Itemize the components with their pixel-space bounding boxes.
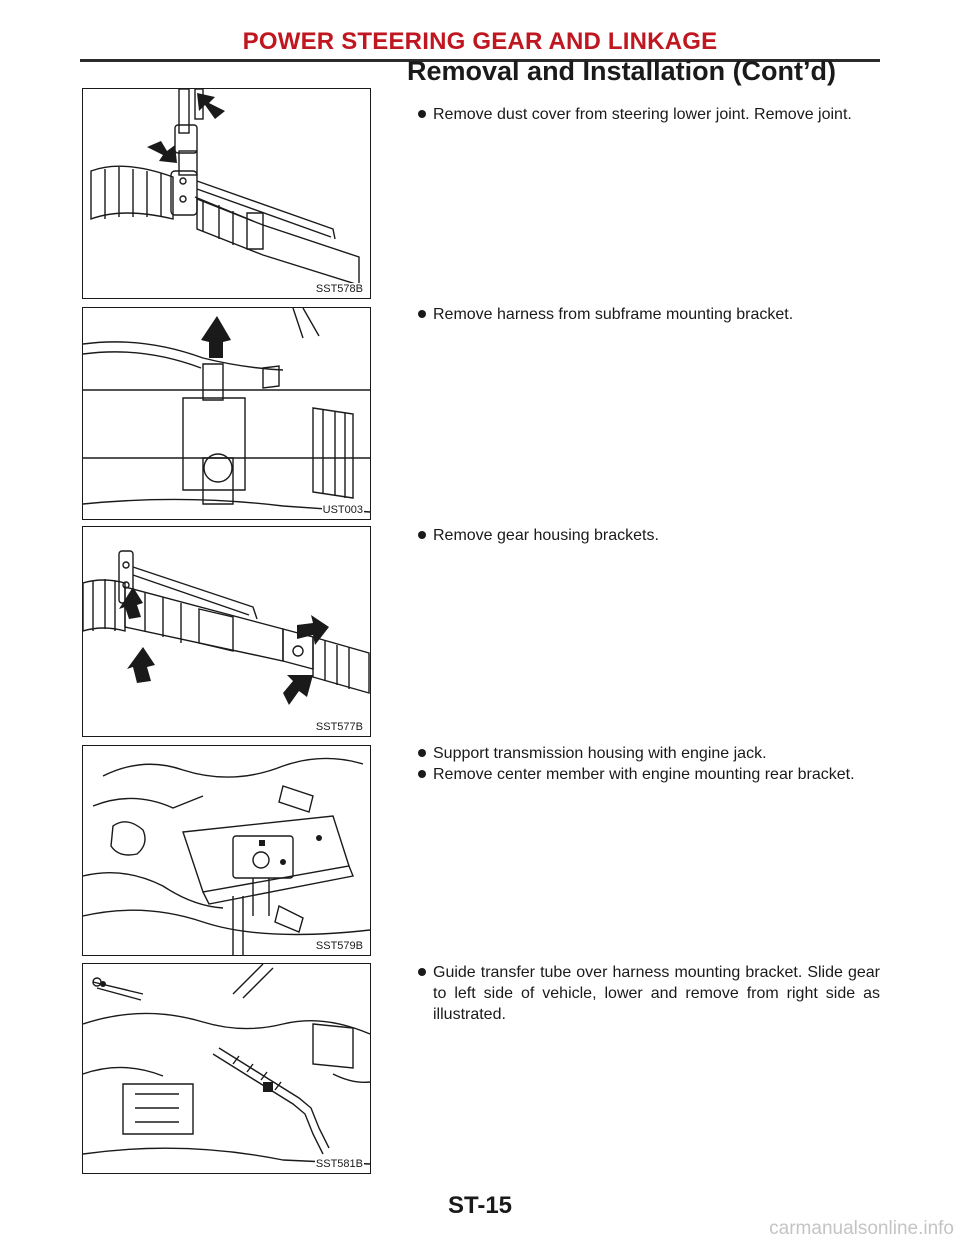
steering-joint-illustration (83, 89, 370, 298)
gear-removal-illustration (83, 964, 370, 1173)
figure-code: SST578B (315, 283, 363, 295)
bullet-icon (418, 770, 426, 778)
step-text: Support transmission housing with engine jack. (433, 745, 767, 762)
page-number: ST-15 (447, 1192, 513, 1219)
step-item (418, 764, 880, 785)
figure-code: SST581B (315, 1158, 363, 1170)
page-subtitle: Removal and Installation (Cont’d) (407, 56, 837, 86)
bullet-icon (418, 110, 426, 118)
figure-gear-housing-brackets (82, 526, 371, 737)
bullet-icon (418, 531, 426, 539)
figure-code: SST577B (315, 721, 363, 733)
step-item (418, 304, 880, 325)
page-header (0, 0, 960, 88)
subframe-harness-illustration (83, 308, 370, 519)
step-3 (418, 525, 880, 546)
step-1 (418, 104, 880, 125)
step-item (418, 104, 880, 125)
step-4 (418, 743, 880, 785)
step-item (418, 962, 880, 1025)
center-member-illustration (83, 746, 370, 955)
figure-steering-lower-joint (82, 88, 371, 299)
figure-gear-removal (82, 963, 371, 1174)
figure-subframe-harness (82, 307, 371, 520)
step-text: Guide transfer tube over harness mounting bracket. Slide gear to left side of vehicle, lower and remove from right side as illustrated. (433, 964, 880, 1023)
bullet-icon (418, 749, 426, 757)
bullet-icon (418, 968, 426, 976)
step-item (418, 525, 880, 546)
step-text: Remove center member with engine mounting rear bracket. (433, 766, 855, 783)
step-text: Remove dust cover from steering lower joint. Remove joint. (433, 106, 852, 123)
step-text: Remove gear housing brackets. (433, 527, 659, 544)
step-item (418, 743, 880, 764)
bullet-icon (418, 310, 426, 318)
step-5 (418, 962, 880, 1025)
gear-housing-illustration (83, 527, 370, 736)
figure-code: UST003 (322, 504, 363, 516)
watermark: carmanualsonline.info (769, 1218, 954, 1239)
figure-code: SST579B (315, 940, 363, 952)
step-text: Remove harness from subframe mounting bracket. (433, 306, 794, 323)
figure-center-member (82, 745, 371, 956)
step-2 (418, 304, 880, 325)
section-title: POWER STEERING GEAR AND LINKAGE (242, 28, 718, 55)
